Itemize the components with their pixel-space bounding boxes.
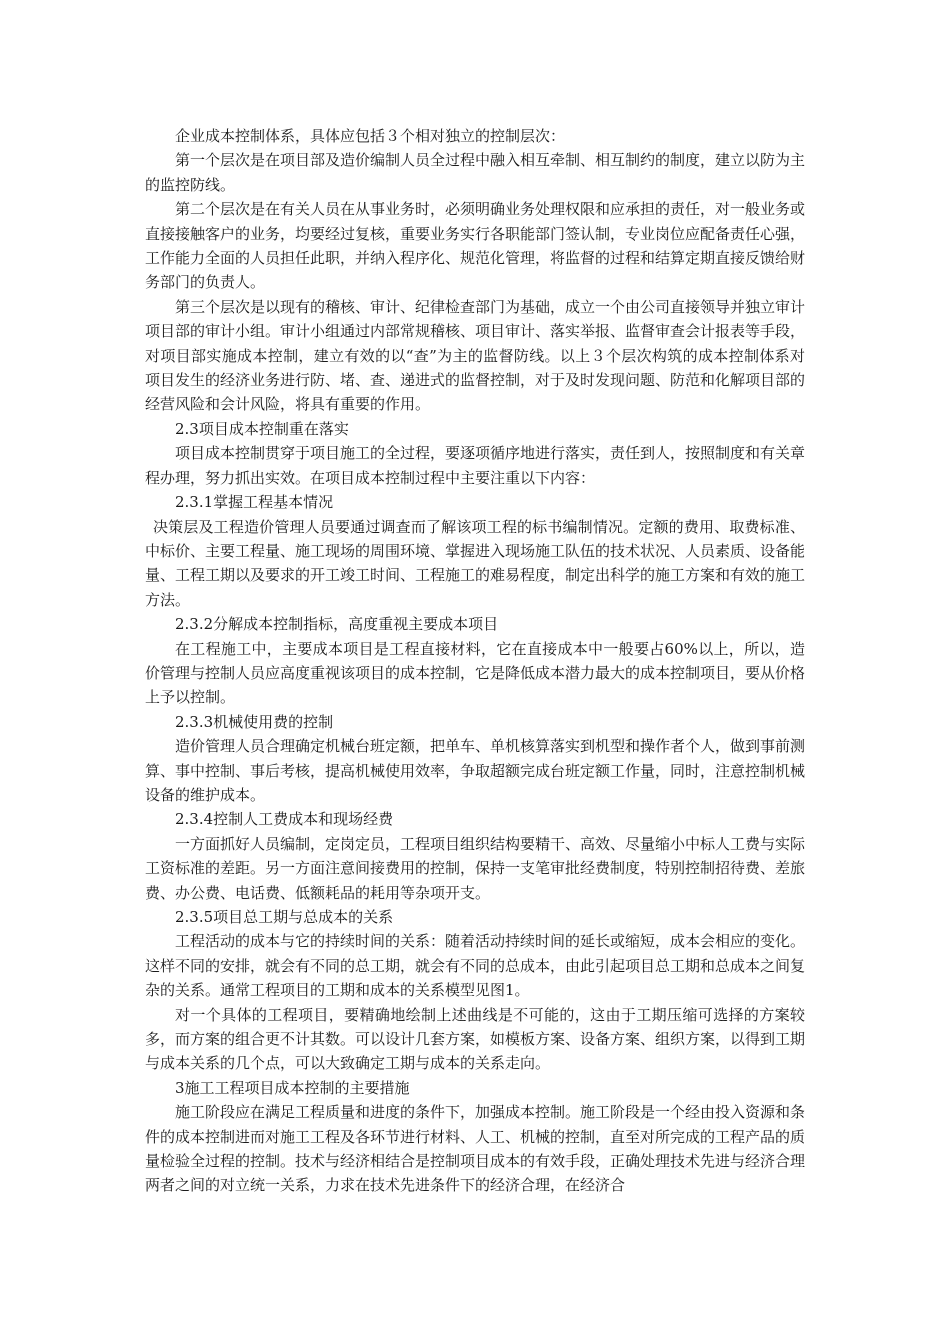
paragraph-2-3-5-body-1: 工程活动的成本与它的持续时间的关系：随着活动持续时间的延长或缩短，成本会相应的变化。这样不同的安排，就会有不同的总工期，就会有不同的总成本，由此引起项目总工期和总成本之间复杂的关系。通常工程项目的工期和成本的关系模型见图1。 — [145, 932, 806, 1000]
section-heading-2-3-4: 2.3.4控制人工费成本和现场经费 — [175, 810, 394, 829]
paragraph-2-3-3-body: 造价管理人员合理确定机械台班定额，把单车、单机核算落实到机型和操作者个人，做到事前测算、事中控制、事后考核，提高机械使用效率，争取超额完成台班定额工作量，同时，注意控制机械设备的维护成本。 — [145, 737, 806, 804]
paragraph-3-body: 施工阶段应在满足工程质量和进度的条件下，加强成本控制。施工阶段是一个经由投入资源和条件的成本控制进而对施工工程及各环节进行材料、人工、机械的控制，直至对所完成的工程产品的质量检验全过程的控制。技术与经济相结合是控制项目成本的有效手段，正确处理技术先进与经济合理两者之间的对立统一关系，力求在技术先进条件下的经济合理，在经济合 — [145, 1103, 806, 1195]
paragraph-first-level: 第一个层次是在项目部及造价编制人员全过程中融入相互牵制、相互制约的制度，建立以防为主的监控防线。 — [145, 151, 806, 194]
paragraph-third-level: 第三个层次是以现有的稽核、审计、纪律检查部门为基础，成立一个由公司直接领导并独立审计项目部的审计小组。审计小组通过内部常规稽核、项目审计、落实举报、监督审查会计报表等手段，对项目部实施成本控制，建立有效的以“查”为主的监督防线。以上３个层次构筑的成本控制体系对项目发生的经济业务进行防、堵、查、递进式的监督控制，对于及时发现问题、防范和化解项目部的经营风险和会计风险，将具有重要的作用。 — [145, 297, 806, 414]
paragraph-2-3-5-body-2: 对一个具体的工程项目，要精确地绘制上述曲线是不可能的，这由于工期压缩可选择的方案较多，而方案的组合更不计其数。可以设计几套方案，如模板方案、设备方案、组织方案，以得到工期与成本关系的几个点，可以大致确定工期与成本的关系走向。 — [145, 1005, 806, 1073]
paragraph-second-level: 第二个层次是在有关人员在从事业务时，必须明确业务处理权限和应承担的责任，对一般业务或直接接触客户的业务，均要经过复核，重要业务实行各职能部门签认制，专业岗位应配备责任心强，工作能力全面的人员担任此职，并纳入程序化、规范化管理，将监督的过程和结算定期直接反馈给财务部门的负责人。 — [145, 200, 806, 292]
section-heading-3: 3施工工程项目成本控制的主要措施 — [175, 1078, 410, 1097]
section-heading-2-3-2: 2.3.2分解成本控制指标，高度重视主要成本项目 — [175, 615, 499, 634]
section-heading-2-3-5: 2.3.5项目总工期与总成本的关系 — [175, 908, 394, 926]
section-heading-2-3-1: 2.3.1掌握工程基本情况 — [175, 493, 334, 512]
paragraph-2-3-1-body: 决策层及工程造价管理人员要通过调查而了解该项工程的标书编制情况。定额的费用、取费标准、中标价、主要工程量、施工现场的周围环境、掌握进入现场施工队伍的技术状况、人员素质、设备能量、工程工期以及要求的开工竣工时间、工程施工的难易程度，制定出科学的施工方案和有效的施工方法。 — [145, 517, 806, 609]
section-heading-2-3-3: 2.3.3机械使用费的控制 — [175, 712, 334, 731]
paragraph-2-3-4-body: 一方面抓好人员编制，定岗定员，工程项目组织结构要精干、高效、尽量缩小中标人工费与实际工资标准的差距。另一方面注意间接费用的控制，保持一支笔审批经费制度，特别控制招待费、差旅费、办公费、电话费、低额耗品的耗用等杂项开支。 — [145, 834, 806, 902]
document-body — [145, 124, 805, 1198]
section-heading-2-3: 2.3项目成本控制重在落实 — [175, 419, 349, 438]
paragraph-2-3-2-body: 在工程施工中，主要成本项目是工程直接材料，它在直接成本中一般要占60%以上，所以，造价管理与控制人员应高度重视该项目的成本控制，它是降低成本潜力最大的成本控制项目，要从价格上予以控制。 — [145, 639, 806, 707]
paragraph-control-system-intro: 企业成本控制体系，具体应包括３个相对独立的控制层次： — [175, 127, 566, 145]
paragraph-2-3-body: 项目成本控制贯穿于项目施工的全过程，要逐项循序地进行落实，责任到人，按照制度和有关章程办理，努力抓出实效。在项目成本控制过程中主要注重以下内容： — [145, 444, 806, 487]
